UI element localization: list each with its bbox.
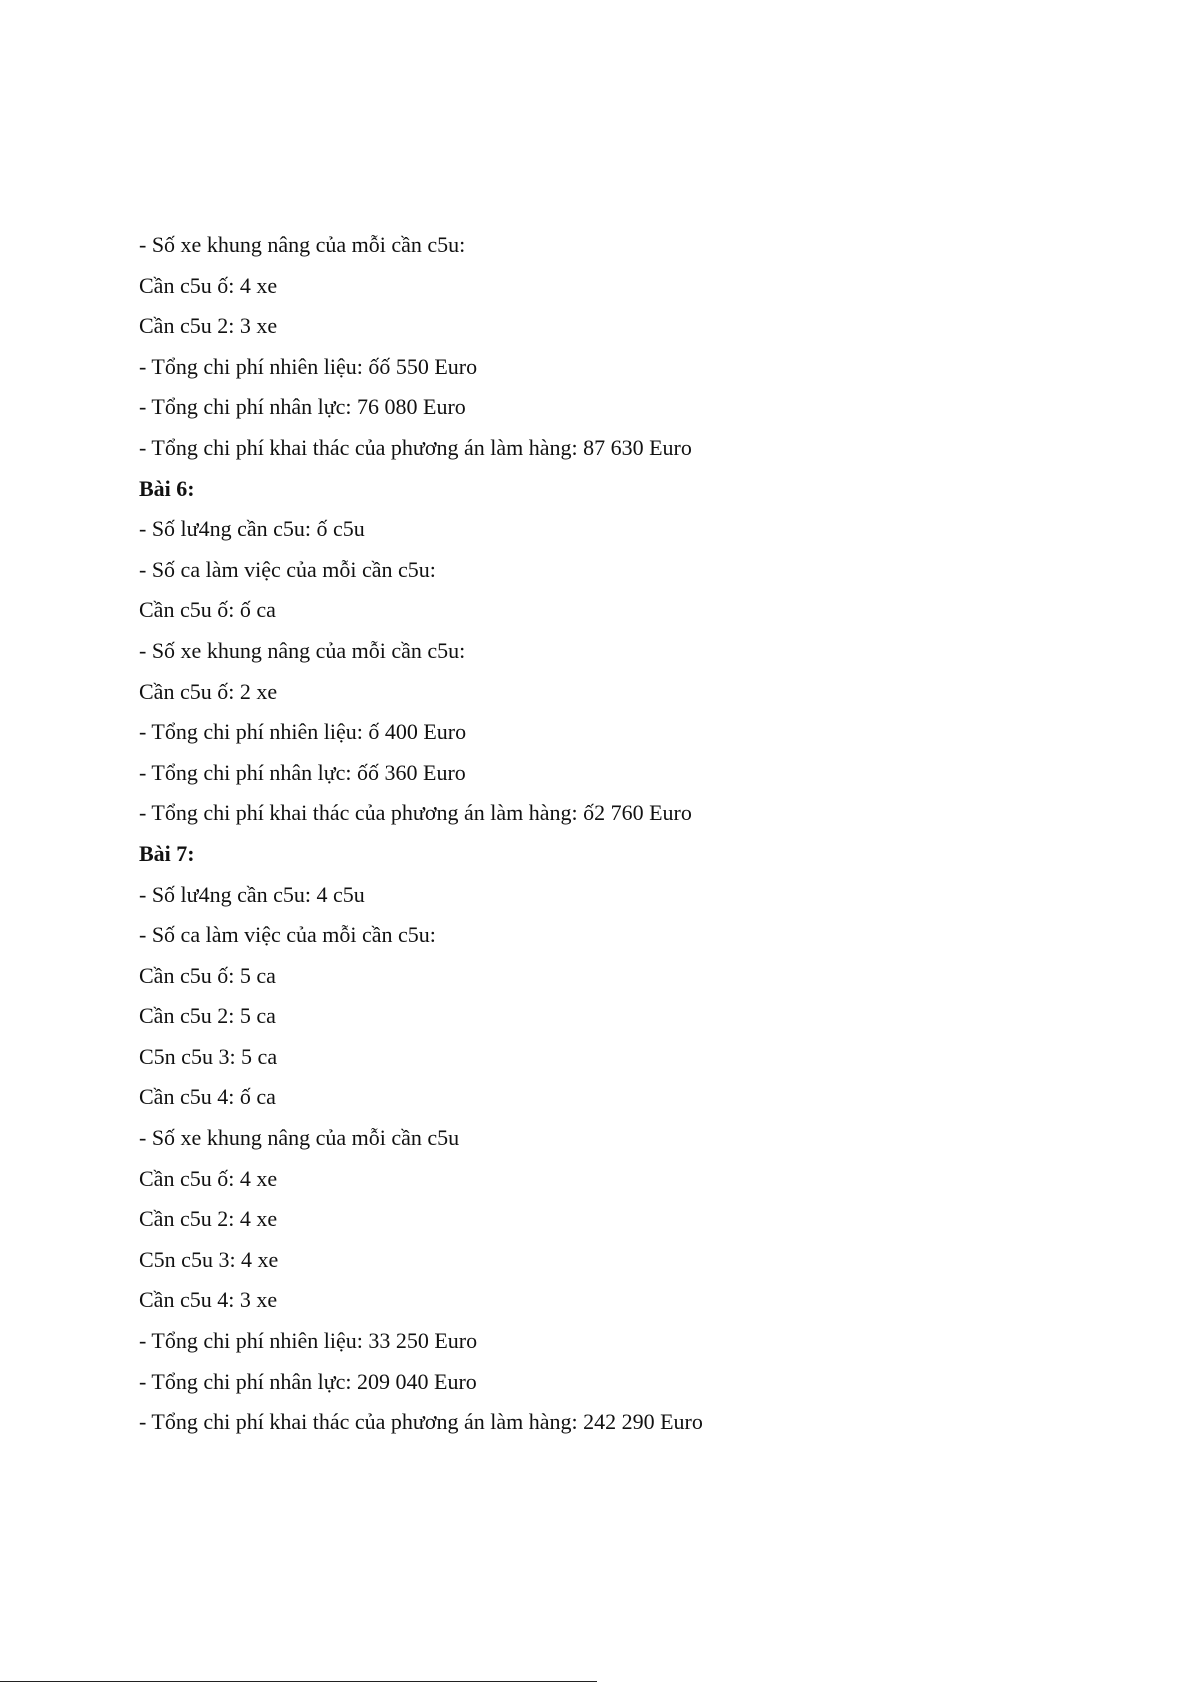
text-line: Cần c5u 2: 4 xe: [139, 1206, 278, 1232]
text-line: - Tổng chi phí nhân lực: 209 040 Euro: [139, 1368, 477, 1394]
text-line: - Số lư4ng cần c5u: ố c5u: [139, 516, 365, 542]
text-line: - Số ca làm việc của mỗi cần c5u:: [139, 922, 436, 948]
text-line: - Số ca làm việc của mỗi cần c5u:: [139, 556, 436, 582]
text-line: Cần c5u 2: 3 xe: [139, 313, 278, 339]
text-line: - Số lư4ng cần c5u: 4 c5u: [139, 881, 365, 907]
section-heading: Bài 6:: [139, 475, 195, 501]
text-line: Cần c5u 2: 5 ca: [139, 1003, 276, 1029]
footnote-rule: [0, 1681, 597, 1682]
text-line: Cần c5u 4: ố ca: [139, 1084, 276, 1110]
text-line: Cần c5u ố: 4 xe: [139, 272, 278, 298]
text-line: Cần c5u ố: ố ca: [139, 597, 276, 623]
text-line: - Tổng chi phí nhân lực: ốố 360 Euro: [139, 759, 466, 785]
text-line: - Số xe khung nâng của mỗi cần c5u:: [139, 232, 466, 257]
text-line: - Tổng chi phí khai thác của phương án làm hàng: 242 290 Euro: [139, 1409, 703, 1435]
text-line: C5n c5u 3: 5 ca: [139, 1043, 278, 1069]
text-line: - Tổng chi phí nhiên liệu: ốố 550 Euro: [139, 353, 478, 379]
text-line: C5n c5u 3: 4 xe: [139, 1246, 279, 1272]
section-heading: Bài 7:: [139, 840, 195, 866]
text-line: - Tổng chi phí nhiên liệu: ố 400 Euro: [139, 719, 467, 745]
text-line: - Số xe khung nâng của mỗi cần c5u: [139, 1125, 460, 1151]
text-line: Cần c5u ố: 5 ca: [139, 962, 276, 988]
text-line: Cần c5u 4: 3 xe: [139, 1287, 278, 1313]
text-line: - Tổng chi phí nhân lực: 76 080 Euro: [139, 394, 466, 420]
text-line: Cần c5u ố: 4 xe: [139, 1165, 278, 1191]
text-line: Cần c5u ố: 2 xe: [139, 678, 278, 704]
document-body: [139, 225, 1099, 1443]
text-line: - Tổng chi phí nhiên liệu: 33 250 Euro: [139, 1328, 478, 1354]
text-line: - Tổng chi phí khai thác của phương án làm hàng: 87 630 Euro: [139, 434, 692, 460]
text-line: - Tổng chi phí khai thác của phương án làm hàng: ố2 760 Euro: [139, 800, 692, 826]
text-line: - Số xe khung nâng của mỗi cần c5u:: [139, 637, 466, 663]
